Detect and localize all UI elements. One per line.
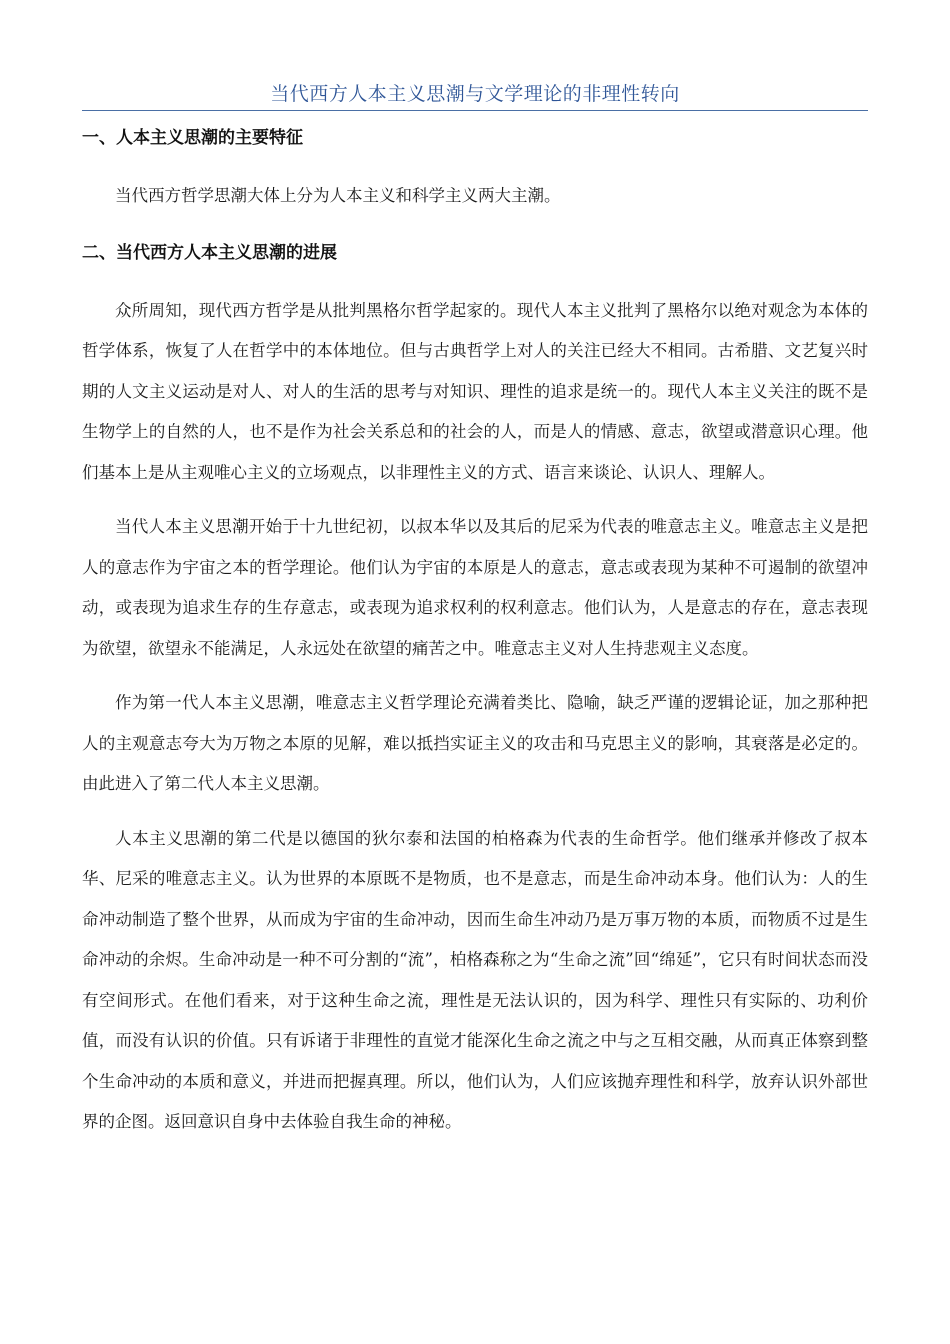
document-title: 当代西方人本主义思潮与文学理论的非理性转向 [270, 83, 680, 105]
paragraph: 众所周知，现代西方哲学是从批判黑格尔哲学起家的。现代人本主义批判了黑格尔以绝对观念为本体的哲学体系，恢复了人在哲学中的本体地位。但与古典哲学上对人的关注已经大不相同。古希腊、文艺复兴时期的人文主义运动是对人、对人的生活的思考与对知识、理性的追求是统一的。现代人本主义关注的既不是生物学上的自然的人，也不是作为社会关系总和的社会的人，而是人的情感、意志，欲望或潜意识心理。他们基本上是从主观唯心主义的立场观点，以非理性主义的方式、语言来谈论、认识人、理解人。 [82, 300, 868, 482]
paragraph: 人本主义思潮的第二代是以德国的狄尔泰和法国的柏格森为代表的生命哲学。他们继承并修改了叔本华、尼采的唯意志主义。认为世界的本原既不是物质，也不是意志，而是生命冲动本身。他们认为：人的生命冲动制造了整个世界，从而成为宇宙的生命冲动，因而生命生冲动乃是万事万物的本质，而物质不过是生命冲动的余烬。生命冲动是一种不可分割的“流”，柏格森称之为“生命之流”回“绵延”，它只有时间状态而没有空间形式。在他们看来，对于这种生命之流，理性是无法认识的，因为科学、理性只有实际的、功利价值，而没有认识的价值。只有诉诸于非理性的直觉才能深化生命之流之中与之互相交融，从而真正体察到整个生命冲动的本质和意义，并进而把握真理。所以，他们认为，人们应该抛弃理性和科学，放弃认识外部世界的企图。返回意识自身中去体验自我生命的神秘。 [82, 828, 868, 1131]
section-heading-2: 二、当代西方人本主义思潮的进展 [82, 242, 337, 263]
page-header [82, 80, 868, 111]
paragraph: 作为第一代人本主义思潮，唯意志主义哲学理论充满着类比、隐喻，缺乏严谨的逻辑论证，加之那种把人的主观意志夸大为万物之本原的见解，难以抵挡实证主义的攻击和马克思主义的影响，其衰落是必定的。由此进入了第二代人本主义思潮。 [82, 693, 868, 793]
paragraph: 当代西方哲学思潮大体上分为人本主义和科学主义两大主潮。 [115, 186, 561, 205]
document-body [82, 121, 868, 1143]
paragraph: 当代人本主义思潮开始于十九世纪初，以叔本华以及其后的尼采为代表的唯意志主义。唯意志主义是把人的意志作为宇宙之本的哲学理论。他们认为宇宙的本原是人的意志，意志或表现为某种不可遏制的欲望冲动，或表现为追求生存的生存意志，或表现为追求权利的权利意志。他们认为，人是意志的存在，意志表现为欲望，欲望永不能满足，人永远处在欲望的痛苦之中。唯意志主义对人生持悲观主义态度。 [82, 517, 868, 658]
section-heading-1: 一、人本主义思潮的主要特征 [82, 128, 303, 148]
